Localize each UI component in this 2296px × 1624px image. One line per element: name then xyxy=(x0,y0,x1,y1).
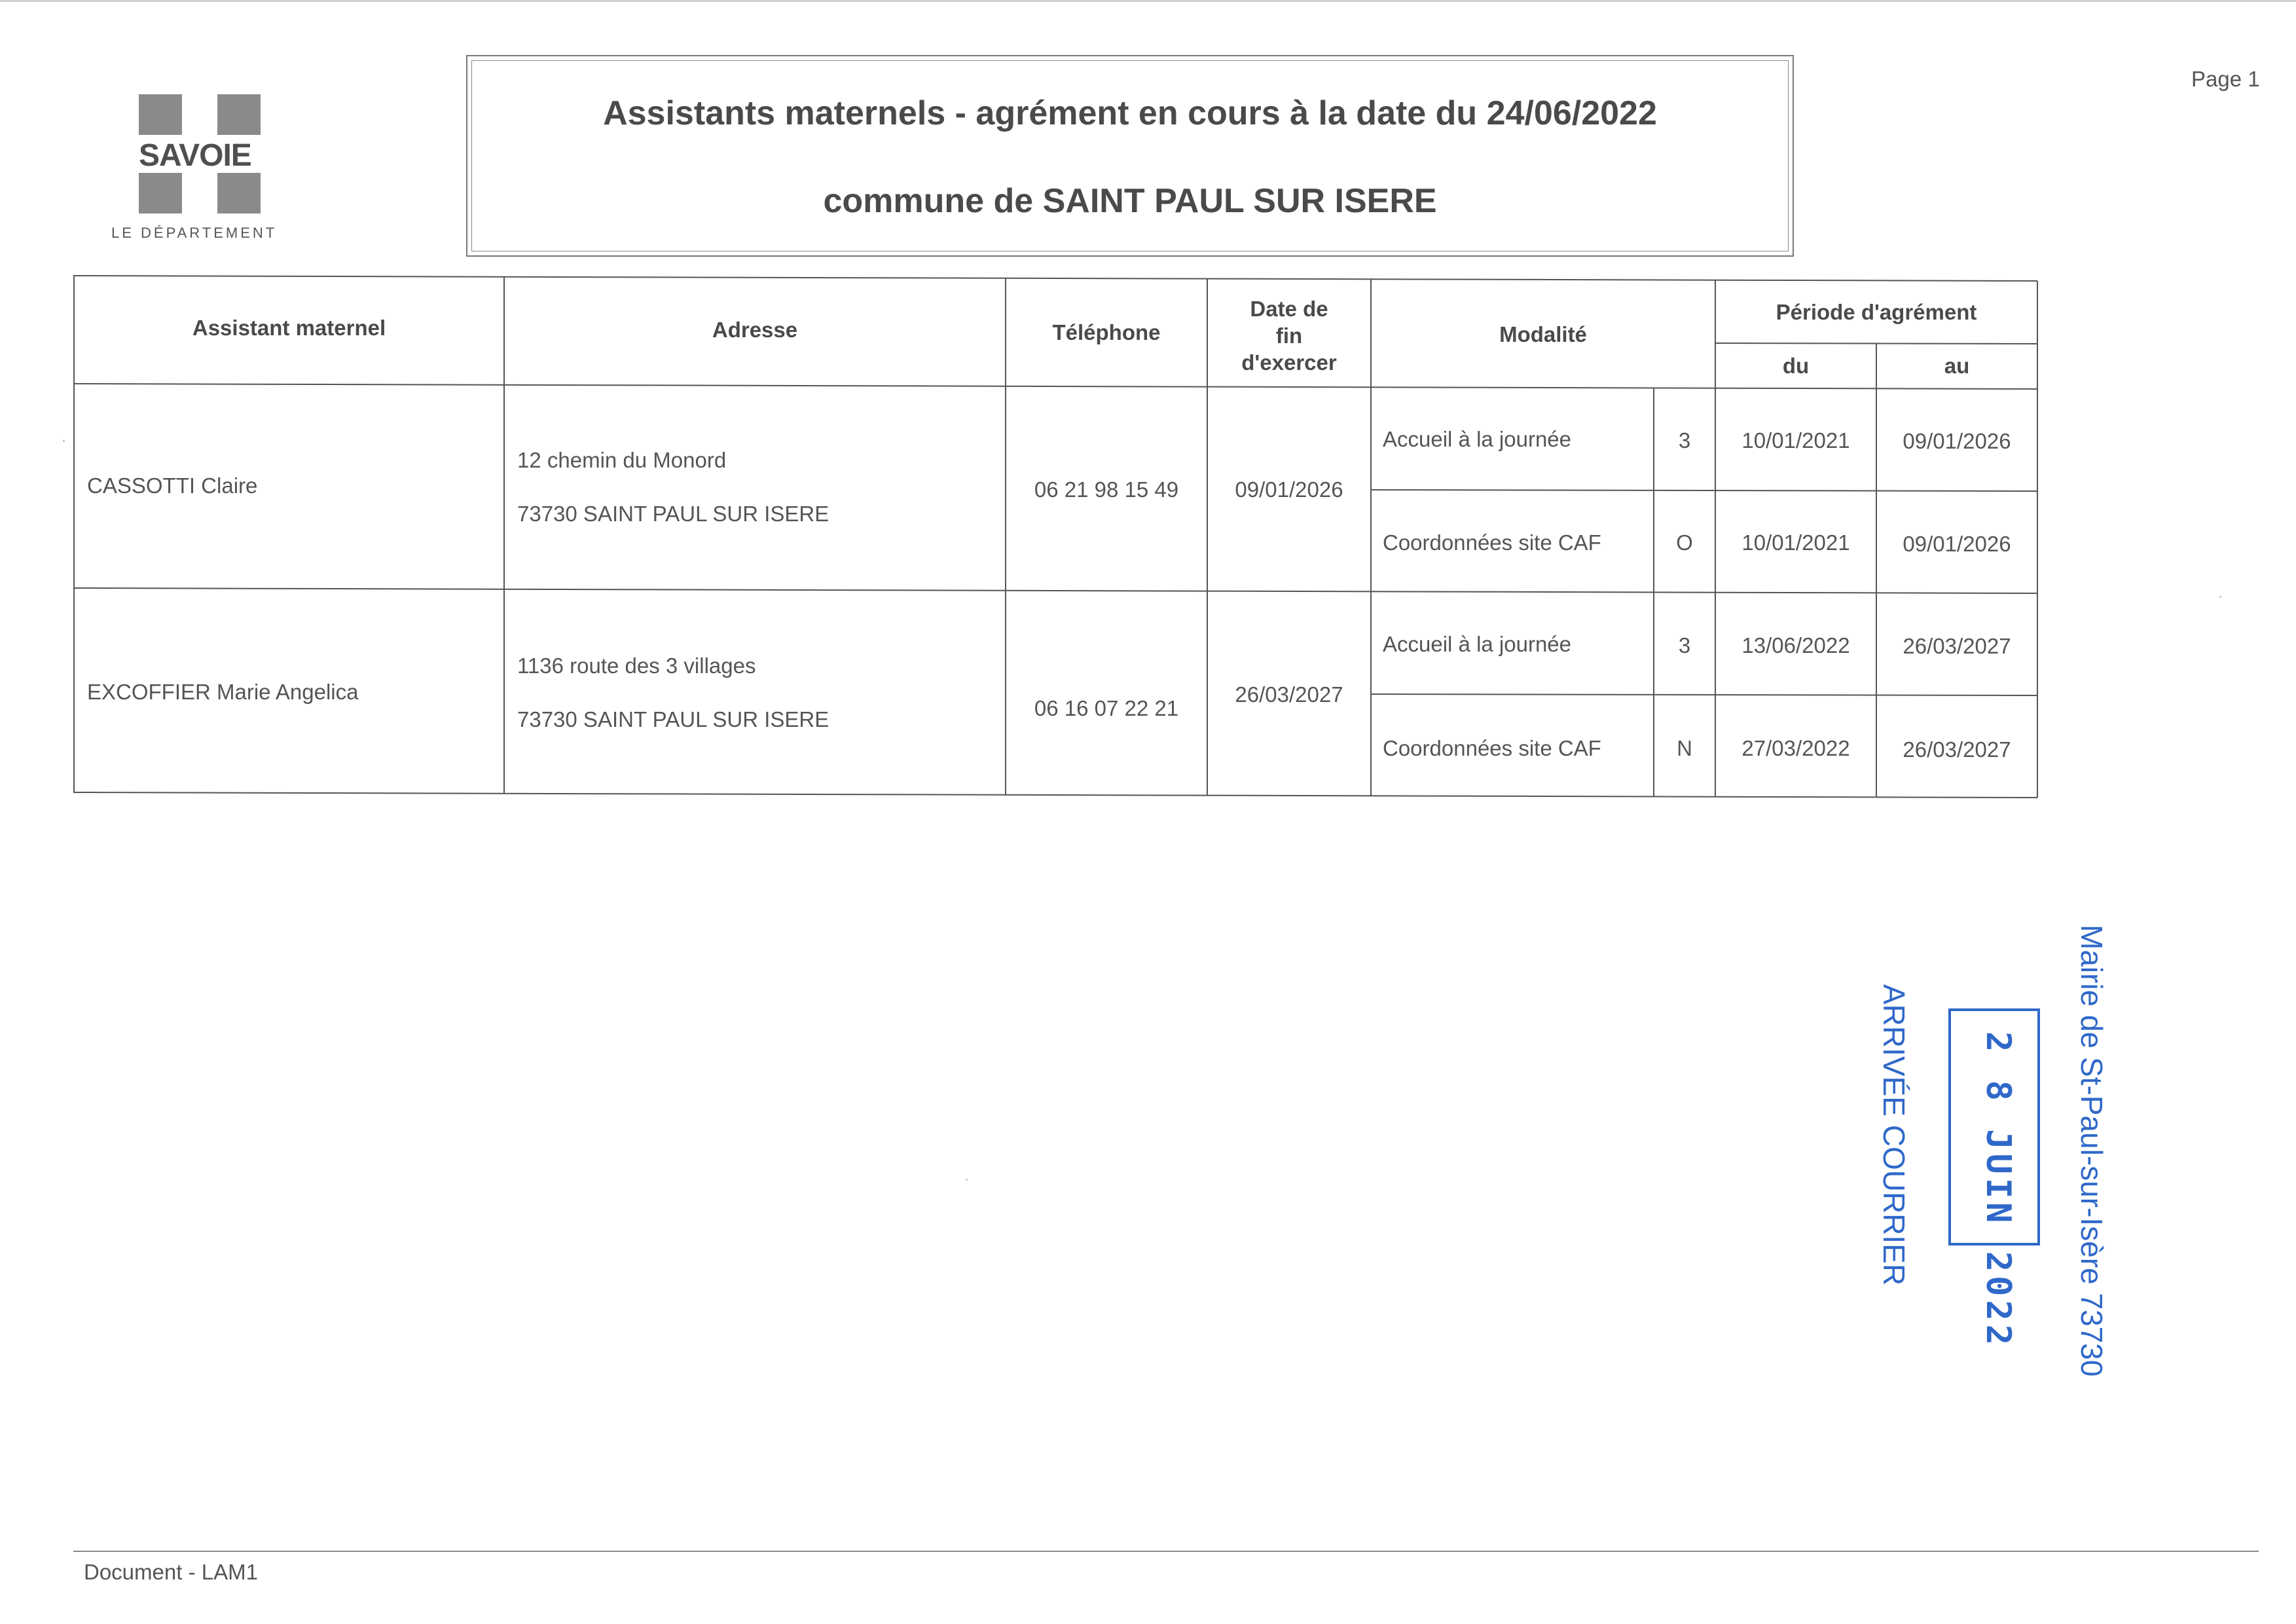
row-modalite-value: 3 xyxy=(1678,428,1691,452)
logo-square-tr xyxy=(217,94,261,135)
row-periode-du: 10/01/2021 xyxy=(1741,530,1850,555)
header-au: au xyxy=(1944,354,1970,378)
scan-speck xyxy=(63,440,65,442)
row-phone: 06 16 07 22 21 xyxy=(1034,696,1179,720)
row1-sub-divider xyxy=(1371,490,2037,491)
row-modalite-label: Coordonnées site CAF xyxy=(1383,736,1601,760)
header-periode: Période d'agrément xyxy=(1776,300,1977,324)
row2-sub-divider xyxy=(1371,694,2037,695)
table-border-bottom xyxy=(73,792,2037,798)
page-number: Page 1 xyxy=(2191,67,2260,91)
scan-top-edge xyxy=(0,0,2296,2)
stamp-date: 2 8 JUIN 2022 xyxy=(1978,1031,2018,1349)
row-address-line2: 73730 SAINT PAUL SUR ISERE xyxy=(517,707,829,731)
stamp-mairie-text: Mairie de St-Paul-sur-Isère 73730 xyxy=(2075,925,2109,1377)
logo-wordmark: SAVOIE xyxy=(139,138,251,173)
row-end-date: 26/03/2027 xyxy=(1235,682,1343,707)
row-modalite-value: N xyxy=(1677,736,1692,760)
header-fin-line2: fin xyxy=(1275,323,1303,348)
row-periode-au: 26/03/2027 xyxy=(1903,634,2011,658)
row-modalite-label: Accueil à la journée xyxy=(1383,427,1572,451)
row-phone: 06 21 98 15 49 xyxy=(1034,477,1179,502)
row-assistant-name: EXCOFFIER Marie Angelica xyxy=(87,680,359,704)
row-periode-du: 13/06/2022 xyxy=(1741,633,1850,657)
row-periode-au: 09/01/2026 xyxy=(1903,429,2011,453)
header-assistant: Assistant maternel xyxy=(192,316,386,340)
header-adresse: Adresse xyxy=(712,318,798,342)
row-modalite-value: 3 xyxy=(1678,633,1691,657)
row-assistant-name: CASSOTTI Claire xyxy=(87,473,258,498)
row-periode-au: 26/03/2027 xyxy=(1903,737,2011,762)
savoie-logo xyxy=(105,92,301,249)
header-modalite: Modalité xyxy=(1499,322,1587,346)
row-periode-du: 10/01/2021 xyxy=(1741,428,1850,452)
header-du: du xyxy=(1782,354,1810,378)
footer-document-label: Document - LAM1 xyxy=(84,1560,258,1584)
row-address-line1: 1136 route des 3 villages xyxy=(517,654,756,678)
table-header-bottom xyxy=(73,384,2037,389)
header-telephone: Téléphone xyxy=(1052,320,1161,344)
logo-square-bl xyxy=(139,173,182,213)
logo-square-tl xyxy=(139,94,182,135)
row-end-date: 09/01/2026 xyxy=(1235,477,1343,502)
title-frame xyxy=(466,55,1794,257)
row-periode-au: 09/01/2026 xyxy=(1903,532,2011,556)
scan-speck xyxy=(966,1179,968,1181)
header-fin-line1: Date de xyxy=(1250,297,1328,321)
periode-header-divider xyxy=(1715,343,2037,344)
table-row1-bottom xyxy=(73,588,2037,593)
stamp-arrivee-text: ARRIVÉE COURRIER xyxy=(1877,984,1911,1286)
logo-tagline: LE DÉPARTEMENT xyxy=(111,225,278,241)
row-modalite-label: Coordonnées site CAF xyxy=(1383,530,1601,555)
logo-square-br xyxy=(217,173,261,213)
footer-rule xyxy=(73,1551,2259,1552)
document-subtitle: commune de SAINT PAUL SUR ISERE xyxy=(823,182,1437,220)
row-periode-du: 27/03/2022 xyxy=(1741,736,1850,760)
table-border-top xyxy=(73,276,2037,281)
header-fin-line3: d'exercer xyxy=(1241,350,1337,375)
scan-speck xyxy=(2219,596,2221,598)
row-modalite-value: O xyxy=(1676,530,1693,555)
row-address-line1: 12 chemin du Monord xyxy=(517,448,727,472)
row-address-line2: 73730 SAINT PAUL SUR ISERE xyxy=(517,502,829,526)
document-title: Assistants maternels - agrément en cours à la date du 24/06/2022 xyxy=(603,94,1657,132)
row-modalite-label: Accueil à la journée xyxy=(1383,632,1572,656)
